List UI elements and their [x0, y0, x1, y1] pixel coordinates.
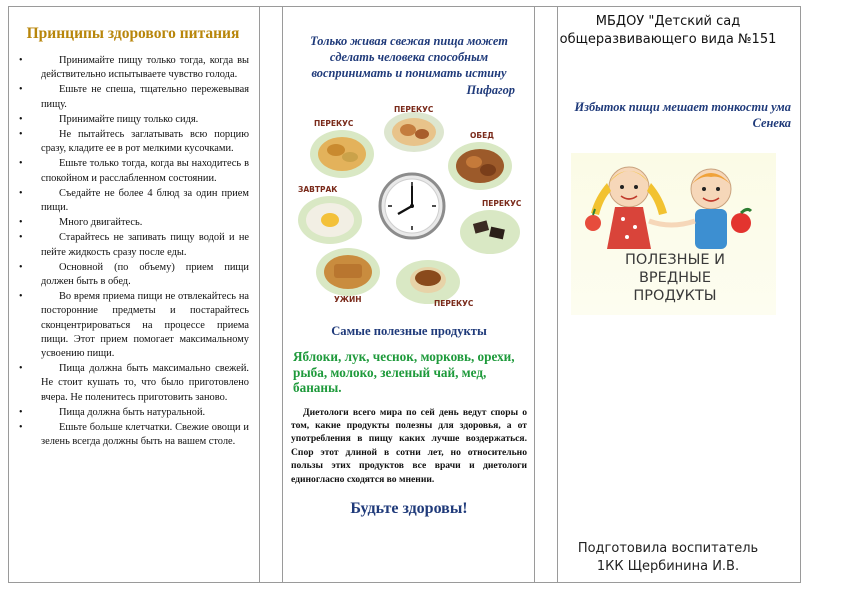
closing-slogan: Будьте здоровы! [350, 499, 468, 517]
plate-snack-3-icon [460, 210, 520, 254]
plate-breakfast-icon [298, 196, 362, 244]
fold-line-1 [259, 7, 260, 582]
useful-products-list: Яблоки, лук, чеснок, морковь, орехи, рыба, молоко, зеленый чай, мед, бананы. [293, 349, 515, 395]
kids-with-fruit-icon [571, 153, 776, 251]
list-item: • Ешьте больше клетчатки. Свежие овощи и зелень всегда должны быть на вашем столе. [19, 422, 249, 448]
cover-illustration [571, 153, 776, 315]
label-snack-2: ПЕРЕКУС [394, 105, 434, 114]
list-item: • Съедайте не более 4 блюд за один прием пищи. [19, 187, 249, 214]
list-item: • Пища должна быть натуральной. [19, 406, 206, 418]
label-snack-3: ПЕРЕКУС [482, 199, 522, 208]
plate-dinner-icon [316, 248, 380, 296]
label-lunch: ОБЕД [470, 131, 494, 140]
plate-snack-4-icon [396, 260, 460, 304]
seneca-quote: Избыток пищи мешает тонкости ума Сенека [574, 100, 791, 130]
plate-snack-1-icon [310, 130, 374, 178]
list-item: • Не пытайтесь заглатывать всю порцию сразу, кладите ее в рот мелкими кусочками. [19, 129, 249, 155]
label-snack-4: ПЕРЕКУС [434, 299, 474, 308]
list-item: • Старайтесь не запивать пищу водой и не пейте жидкость сразу после еды. [19, 232, 249, 258]
panel-cover [535, 7, 801, 582]
list-item: • Ешьте только тогда, когда вы находитесь в спокойном и расслабленном состоянии. [19, 158, 249, 184]
useful-products-title: Самые полезные продукты [331, 324, 487, 338]
principles-list [17, 54, 249, 449]
label-dinner: УЖИН [334, 295, 362, 304]
panel-products [283, 7, 533, 582]
clock-icon [380, 174, 444, 238]
pythagoras-author: Пифагор [466, 83, 515, 97]
cover-title: ПОЛЕЗНЫЕ И ВРЕДНЫЕ ПРОДУКТЫ [625, 252, 725, 304]
list-item: • Принимайте пищу только сидя. [19, 113, 199, 125]
list-item: • Много двигайтесь. [19, 217, 143, 229]
principles-title: Принципы здорового питания [26, 25, 240, 42]
seneca-author: Сенека [752, 116, 791, 130]
pythagoras-quote: Только живая свежая пища может сделать человека способным воспринимать и понимать истину [310, 34, 508, 80]
panel-principles [9, 7, 259, 582]
list-item: • Во время приема пищи не отвлекайтесь на посторонние предметы и постарайтесь сконцентрироваться на процессе приема пищи. Этот прием помогает максимальному усвоению пищи. [19, 291, 249, 360]
brochure-sheet [8, 6, 801, 583]
list-item: • Ешьте не спеша, тщательно пережевывая пищу. [19, 84, 249, 110]
list-item: • Принимайте пищу только тогда, когда вы действительно испытываете чувство голода. [19, 55, 249, 81]
label-snack-1: ПЕРЕКУС [314, 119, 354, 128]
list-item: • Основной (по объему) прием пищи должен быть в обед. [19, 261, 249, 288]
plate-lunch-icon [448, 142, 512, 190]
organization-line-2: общеразвивающего вида №151 [559, 32, 777, 47]
prepared-by-line-1: Подготовила воспитатель [577, 541, 759, 556]
prepared-by-line-2: 1КК Щербинина И.В. [596, 559, 740, 574]
list-item: • Пища должна быть максимально свежей. Не стоит кушать то, что было приготовлено вчера. Не поленитесь приготовить заново. [19, 363, 249, 403]
meal-clock-illustration [294, 102, 524, 308]
plate-snack-2-icon [384, 112, 444, 152]
prepared-by [535, 540, 801, 576]
organization-line-1: МБДОУ "Детский сад [595, 14, 741, 29]
dietologists-paragraph: Диетологи всего мира по сей день ведут споры о том, какие продукты полезны для здоровья, а от употребления в пищу каких лучше воздержаться. Спор этот длиной в сотни лет, но относительно пользы этих продуктов все врачи и диетологи единогласно сходятся во мнении. [291, 406, 527, 485]
label-breakfast: ЗАВТРАК [298, 185, 338, 194]
